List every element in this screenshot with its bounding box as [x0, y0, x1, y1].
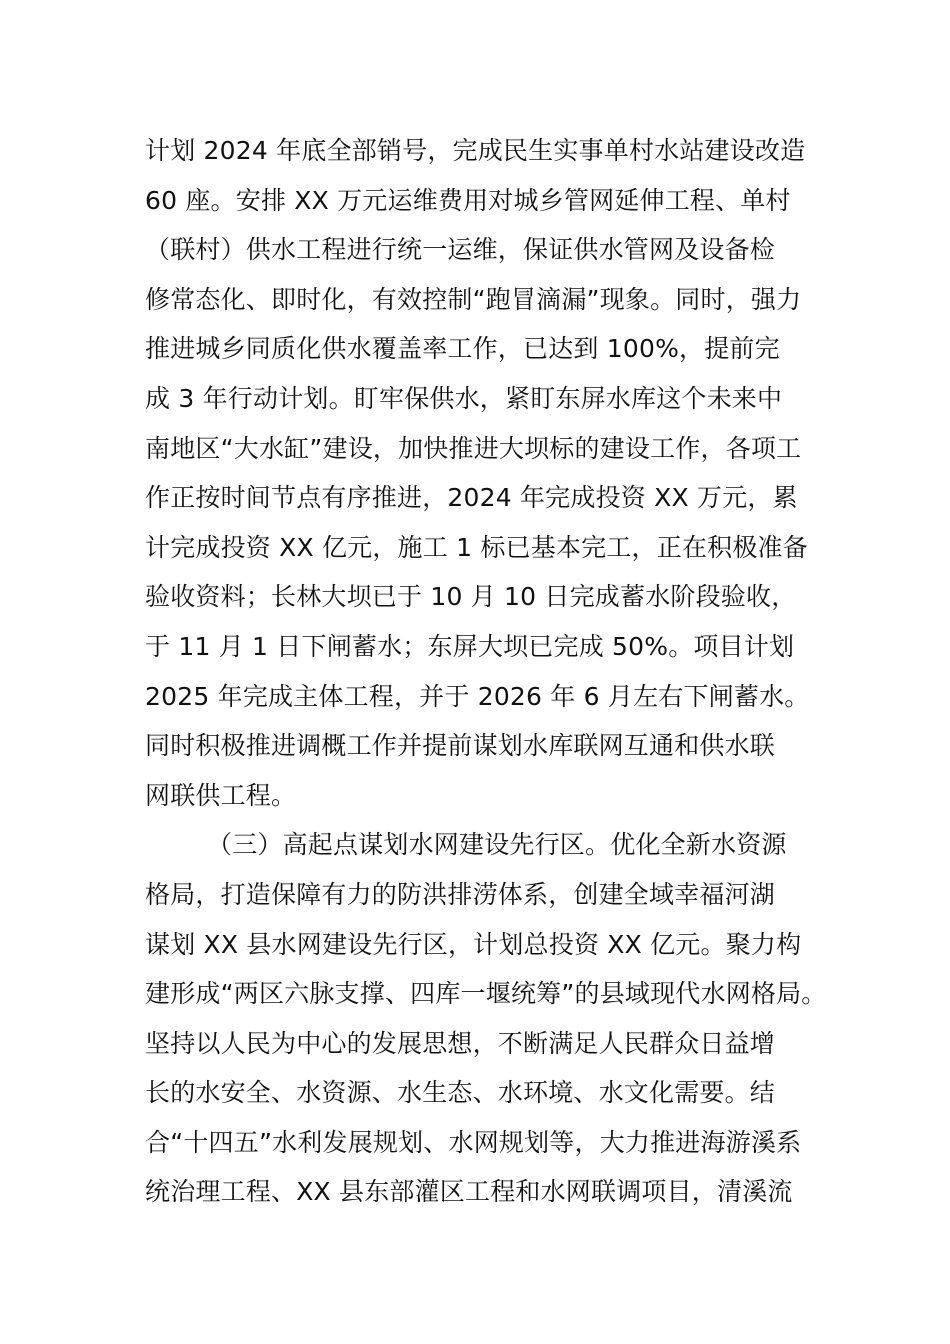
text-line: 谋划 XX 县水网建设先行区，计划总投资 XX 亿元。聚力构: [145, 929, 802, 959]
text-line: 合“十四五”水利发展规划、水网规划等，大力推进海游溪系: [145, 1127, 802, 1157]
body-text: [145, 126, 825, 1217]
text-line: （联村）供水工程进行统一运维，保证供水管网及设备检: [145, 235, 776, 265]
text-line: 60 座。安排 XX 万元运维费用对城乡管网延伸工程、单村: [145, 185, 791, 215]
text-line: 推进城乡同质化供水覆盖率工作，已达到 100%，提前完: [145, 334, 780, 364]
text-line: 长的水安全、水资源、水生态、水环境、水文化需要。结: [145, 1078, 776, 1108]
text-line: 网联供工程。: [145, 780, 297, 810]
text-line: 建形成“两区六脉支撑、四库一堰统筹”的县域现代水网格局。: [145, 979, 827, 1009]
text-line: 修常态化、即时化，有效控制“跑冒滴漏”现象。同时，强力: [145, 284, 802, 314]
text-line: 作正按时间节点有序推进，2024 年完成投资 XX 万元，累: [145, 483, 798, 513]
text-line: 计完成投资 XX 亿元，施工 1 标已基本完工，正在积极准备: [145, 532, 808, 562]
text-line: 2025 年完成主体工程，并于 2026 年 6 月左右下闸蓄水。: [145, 681, 810, 711]
text-line: 于 11 月 1 日下闸蓄水；东屏大坝已完成 50%。项目计划: [145, 631, 795, 661]
text-line: 格局，打造保障有力的防洪排涝体系，创建全域幸福河湖: [145, 879, 776, 909]
text-line: 坚持以人民为中心的发展思想，不断满足人民群众日益增: [145, 1028, 776, 1058]
text-line: 南地区“大水缸”建设，加快推进大坝标的建设工作，各项工: [145, 433, 802, 463]
section-heading-line: （三）高起点谋划水网建设先行区。优化全新水资源: [207, 830, 787, 860]
text-line: 统治理工程、XX 县东部灌区工程和水网联调项目，清溪流: [145, 1177, 793, 1207]
text-line: 同时积极推进调概工作并提前谋划水库联网互通和供水联: [145, 731, 776, 761]
text-line: 验收资料；长林大坝已于 10 月 10 日完成蓄水阶段验收，: [145, 582, 797, 612]
text-line: 计划 2024 年底全部销号，完成民生实事单村水站建设改造: [145, 136, 806, 165]
text-line: 成 3 年行动计划。盯牢保供水，紧盯东屏水库这个未来中: [145, 383, 783, 413]
